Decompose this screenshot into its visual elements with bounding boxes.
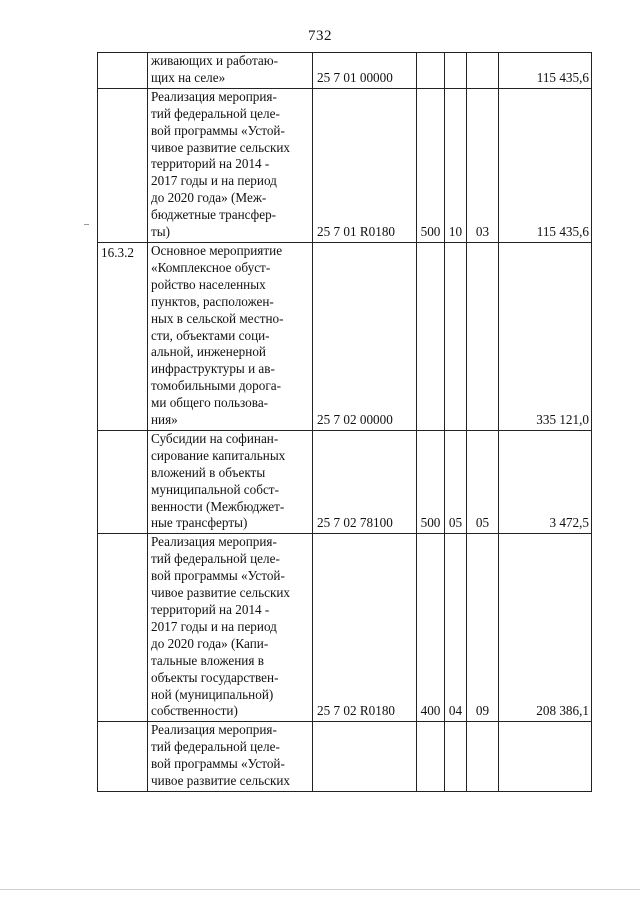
row-number-cell [98, 534, 148, 722]
item-name-line: тий федеральной целе- [151, 551, 280, 567]
item-name-line: муниципальной собст- [151, 481, 279, 497]
item-name-line: тий федеральной целе- [151, 739, 280, 755]
item-name-line: ные трансферты) [151, 515, 248, 531]
item-name-line: ной (муниципальной) [151, 686, 274, 702]
item-name-line: щих на селе» [151, 69, 226, 85]
subsection-code-cell: 09 [467, 534, 499, 722]
item-name-line: пунктов, расположен- [151, 293, 274, 309]
row-number-cell [98, 722, 148, 792]
item-name-line: вой программы «Устой- [151, 122, 285, 138]
section-code-cell: 05 [445, 430, 467, 533]
item-name-line: до 2020 года» (Капи- [151, 635, 269, 651]
target-article-code-cell: 25 7 02 78100 [313, 430, 417, 533]
item-name-line: территорий на 2014 - [151, 156, 270, 172]
item-name-cell [148, 430, 313, 533]
item-name-cell [148, 88, 313, 242]
item-name-line: ных в сельской местно- [151, 310, 284, 326]
item-name-line: территорий на 2014 - [151, 602, 270, 617]
table-row [98, 242, 592, 430]
item-name-line: 2017 годы и на период [151, 618, 277, 634]
item-name-line: 2017 годы и на период [151, 173, 277, 189]
item-name-line: венности (Межбюджет- [151, 498, 285, 514]
subsection-code-cell: 03 [467, 88, 499, 242]
row-number-cell [98, 53, 148, 89]
subsection-code-cell [467, 53, 499, 89]
expense-type-cell [417, 53, 445, 89]
item-name-line: ния» [151, 412, 178, 428]
expense-type-cell [417, 722, 445, 792]
scan-mark [84, 224, 89, 225]
amount-cell: 335 121,0 [499, 242, 592, 430]
amount-cell: 208 386,1 [499, 534, 592, 722]
item-name-cell [148, 53, 313, 89]
target-article-code-cell: 25 7 01 00000 [313, 53, 417, 89]
subsection-code-cell [467, 242, 499, 430]
item-name-line: сти, объектами соци- [151, 327, 270, 343]
item-name-line: альной, инженерной [151, 344, 266, 360]
item-name-line: до 2020 года» (Меж- [151, 190, 267, 206]
row-number-cell [98, 430, 148, 533]
page-number: 732 [308, 28, 332, 44]
expense-type-cell: 500 [417, 430, 445, 533]
item-name-line: собственности) [151, 703, 238, 719]
item-name-line: Реализация мероприя- [151, 534, 277, 550]
item-name-line: чивое развитие сельских [151, 139, 291, 155]
amount-cell: 3 472,5 [499, 430, 592, 533]
section-code-cell [445, 242, 467, 430]
section-code-cell: 10 [445, 88, 467, 242]
item-name-line: Реализация мероприя- [151, 722, 277, 738]
item-name-line: Реализация мероприя- [151, 88, 277, 104]
table-row [98, 430, 592, 533]
item-name-line: чивое развитие сельских [151, 773, 291, 789]
item-name-line: тий федеральной целе- [151, 105, 280, 121]
table-row [98, 534, 592, 722]
item-name-line: ми общего пользова- [151, 395, 269, 411]
item-name-line: «Комплексное обуст- [151, 259, 271, 275]
section-code-cell: 04 [445, 534, 467, 722]
subsection-code-cell [467, 722, 499, 792]
item-name-cell [148, 722, 313, 792]
table-row [98, 88, 592, 242]
item-name-line: тальные вложения в [151, 652, 264, 668]
expense-type-cell [417, 242, 445, 430]
item-name-line: инфраструктуры и ав- [151, 361, 275, 377]
row-number-cell: 16.3.2 [98, 242, 148, 430]
target-article-code-cell [313, 722, 417, 792]
item-name-cell [148, 242, 313, 430]
row-number-cell [98, 88, 148, 242]
amount-cell: 115 435,6 [499, 53, 592, 89]
item-name-line: Субсидии на софинан- [151, 430, 279, 446]
item-name-line: вой программы «Устой- [151, 756, 285, 772]
item-name-line: живающих и работаю- [151, 53, 278, 68]
item-name-line: сирование капитальных [151, 447, 286, 463]
item-name-line: ройство населенных [151, 276, 266, 292]
item-name-line: вложений в объекты [151, 464, 266, 480]
target-article-code-cell: 25 7 02 00000 [313, 242, 417, 430]
amount-cell [499, 722, 592, 792]
target-article-code-cell: 25 7 01 R0180 [313, 88, 417, 242]
section-code-cell [445, 53, 467, 89]
item-name-cell [148, 534, 313, 722]
page-bottom-rule [0, 889, 640, 890]
budget-table [97, 52, 592, 792]
item-name-line: томобильными дорога- [151, 378, 281, 394]
item-name-line: ты) [151, 224, 171, 240]
table-row [98, 53, 592, 89]
subsection-code-cell: 05 [467, 430, 499, 533]
item-name-line: чивое развитие сельских [151, 585, 291, 601]
expense-type-cell: 400 [417, 534, 445, 722]
item-name-line: бюджетные трансфер- [151, 207, 277, 223]
expense-type-cell: 500 [417, 88, 445, 242]
item-name-line: вой программы «Устой- [151, 568, 285, 584]
item-name-line: Основное мероприятие [151, 242, 283, 258]
section-code-cell [445, 722, 467, 792]
target-article-code-cell: 25 7 02 R0180 [313, 534, 417, 722]
table-row [98, 722, 592, 792]
item-name-line: объекты государствен- [151, 669, 279, 685]
table-body [98, 53, 592, 792]
amount-cell: 115 435,6 [499, 88, 592, 242]
